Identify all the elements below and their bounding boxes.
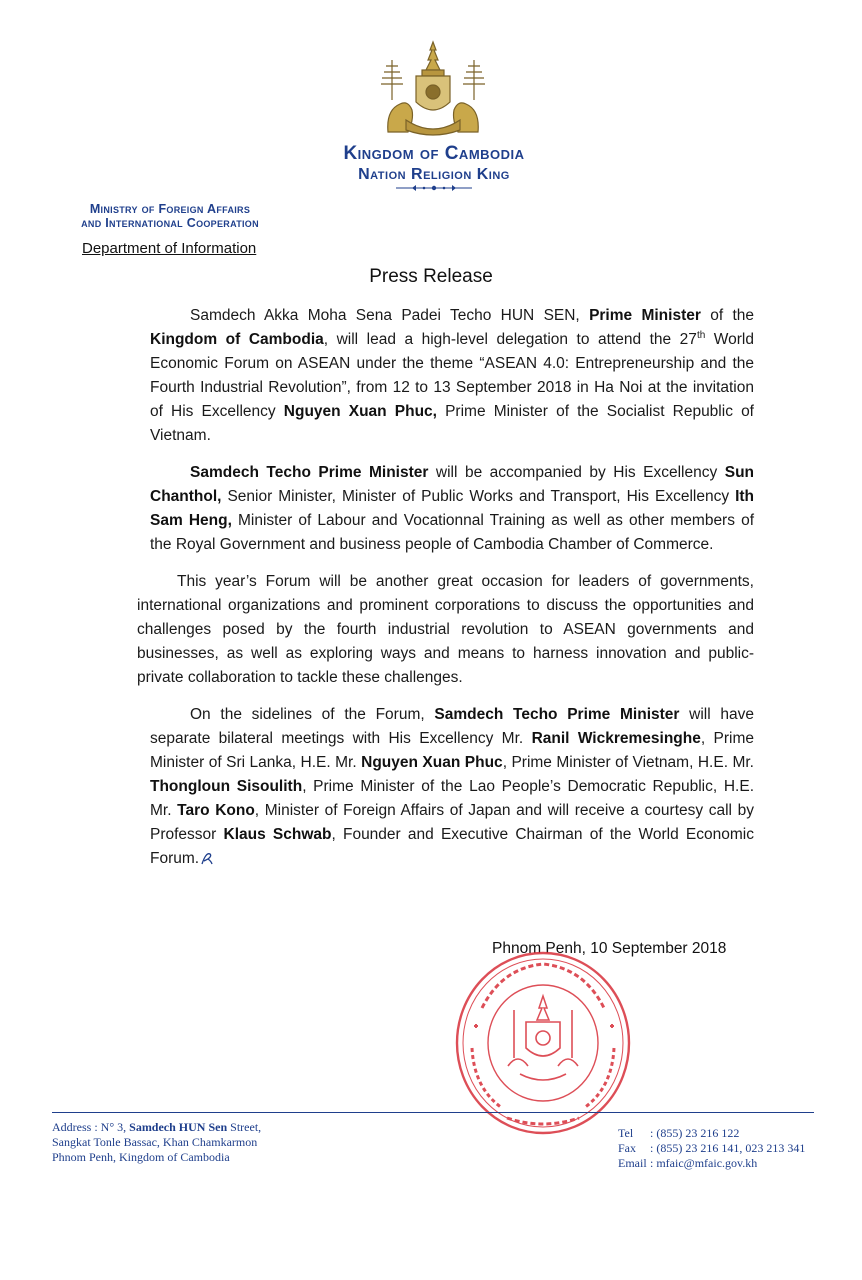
text-run-bold: Ith Sam Heng,: [150, 488, 754, 529]
email-row: [618, 1156, 805, 1171]
text-run-bold: Kingdom of Cambodia: [150, 331, 324, 348]
document-title: Press Release: [369, 266, 493, 287]
letterhead-title: [0, 143, 862, 185]
text-run: , Minister of Foreign Affairs of Japan and will receive a courtesy call by Professor: [150, 802, 754, 843]
text-run-bold: Samdech HUN Sen: [129, 1120, 228, 1134]
text-run: Address : N° 3,: [52, 1120, 130, 1134]
ministry-name: [50, 202, 290, 230]
address-line-2: Sangkat Tonle Bassac, Khan Chamkarmon: [52, 1135, 258, 1149]
footer-divider: [52, 1112, 814, 1113]
text-run: , Prime Minister of Sri Lanka, H.E. Mr.: [150, 730, 755, 771]
text-run-bold: Samdech Techo Prime Minister: [434, 706, 680, 723]
text-run-bold: Thongloun Sisoulith: [150, 778, 303, 795]
text-run-bold: Prime Minister: [589, 307, 701, 324]
paragraph-4: [150, 703, 754, 871]
text-run: , Prime Minister of Vietnam, H.E. Mr.: [502, 754, 754, 771]
paragraph-1: [150, 304, 754, 448]
text-run: , Prime Minister of the Lao People’s Democratic Republic, H.E. Mr.: [150, 778, 754, 819]
text-run: World Economic Forum on ASEAN under the theme “ASEAN 4.0: Entrepreneurship and the Fourth Industrial Revolution”, from 12 to 13 September 2018 in Ha Noi at the invitation of His Excellency: [150, 331, 755, 420]
ministry-seal-stamp: [452, 948, 634, 1138]
tel-row: [618, 1126, 805, 1141]
paragraph-3: This year’s Forum will be another great occasion for leaders of governments, international organizations and prominent corporations to discuss the opportunities and challenges posed by the fourth industrial revolution to ASEAN governments and businesses, as well as exploring ways and means to harness innovation and public-private collaboration to tackle these challenges.: [137, 573, 754, 686]
department-name: Department of Information: [82, 240, 257, 257]
paragraph-2: [150, 461, 754, 557]
text-run-bold: Taro Kono: [177, 802, 255, 819]
text-run-bold: Sun Chanthol,: [150, 464, 755, 505]
text-run: Samdech Akka Moha Sena Padei Techo HUN SEN,: [190, 307, 590, 324]
initials-mark-icon: [200, 850, 214, 866]
text-run: Minister of Labour and Vocationnal Training as well as other members of the Royal Government and business people of Cambodia Chamber of Commerce.: [150, 512, 754, 553]
text-run: , will lead a high-level delegation to attend the 27: [323, 331, 697, 348]
text-run: Senior Minister, Minister of Public Works and Transport, His Excellency: [221, 488, 736, 505]
address-line-3: Phnom Penh, Kingdom of Cambodia: [52, 1150, 230, 1164]
text-run-bold: Samdech Techo Prime Minister: [190, 464, 429, 481]
text-run-bold: Ranil Wickremesinghe: [531, 730, 701, 747]
text-run: Street,: [227, 1120, 262, 1134]
footer-contact: [618, 1126, 805, 1171]
text-run-bold: Nguyen Xuan Phuc,: [283, 403, 437, 420]
fax-row: [618, 1141, 805, 1156]
fax-label: Fax: [618, 1141, 636, 1155]
place-and-date: Phnom Penh, 10 September 2018: [492, 940, 727, 957]
text-run: will be accompanied by His Excellency: [428, 464, 725, 481]
email-value: : mfaic@mfaic.gov.kh: [650, 1156, 758, 1170]
royal-coat-of-arms-emblem: [378, 40, 488, 140]
tel-label: Tel: [618, 1126, 634, 1140]
text-run-bold: Nguyen Xuan Phuc: [361, 754, 503, 771]
text-run: , Founder and Executive Chairman of the World Economic Forum.: [150, 826, 754, 867]
footer-address: [52, 1120, 261, 1165]
text-run: On the sidelines of the Forum,: [190, 706, 435, 723]
ornament-divider-icon: [394, 183, 474, 193]
kingdom-name: Kingdom of Cambodia: [343, 143, 525, 164]
ministry-line-2: and International Cooperation: [81, 216, 259, 230]
press-release-body: [137, 304, 755, 884]
fax-value: : (855) 23 216 141, 023 213 341: [650, 1141, 806, 1155]
text-run: of the: [700, 307, 754, 324]
ministry-line-1: Ministry of Foreign Affairs: [89, 202, 251, 216]
tel-value: : (855) 23 216 122: [650, 1126, 740, 1140]
text-run-bold: Klaus Schwab: [223, 826, 332, 843]
national-motto: Nation Religion King: [358, 166, 510, 183]
email-label: Email: [618, 1156, 647, 1170]
address-line-1: [52, 1120, 261, 1135]
text-run: Prime Minister of the Socialist Republic of Vietnam.: [150, 403, 754, 444]
text-run: will have separate bilateral meetings with His Excellency Mr.: [150, 706, 754, 747]
ordinal-superscript: th: [696, 329, 706, 341]
